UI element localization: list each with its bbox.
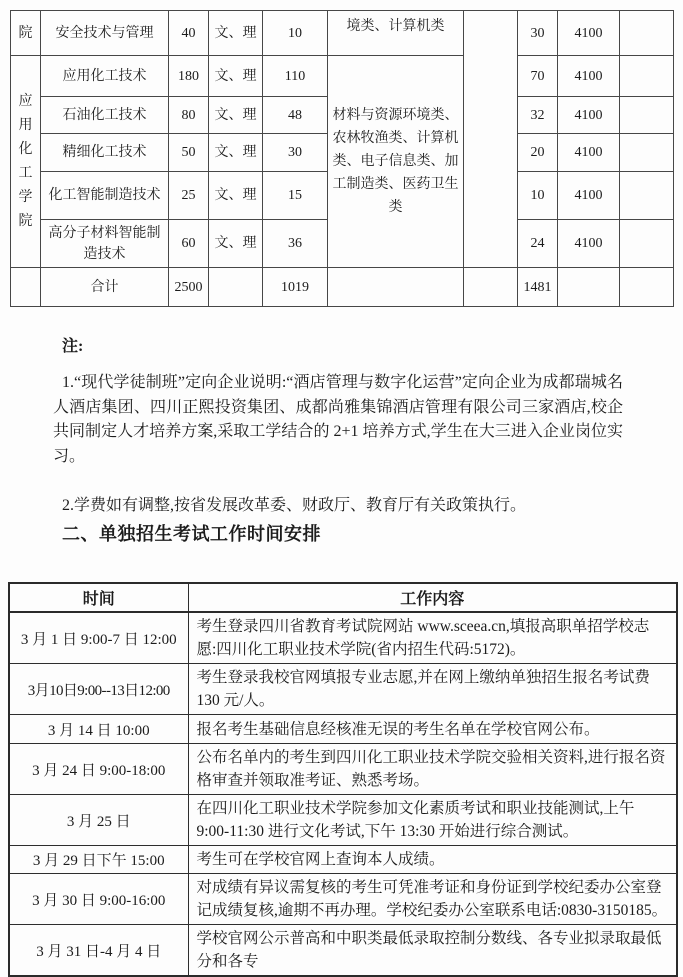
- empty-cell: [620, 172, 674, 220]
- schedule-time: 3 月 1 日 9:00-7 日 12:00: [9, 612, 188, 664]
- empty-cell: [209, 268, 263, 307]
- major-name: 精细化工技术: [41, 134, 169, 172]
- arts-science: 文、理: [209, 220, 263, 268]
- other-plan: 32: [518, 97, 558, 134]
- schedule-content: 考生登录四川省教育考试院网站 www.sceea.cn,填报高职单招学校志愿:四川化工职业技术学院(省内招生代码:5172)。: [188, 612, 677, 664]
- other-plan: 10: [518, 172, 558, 220]
- content-column-header: 工作内容: [188, 583, 677, 612]
- other-plan: 24: [518, 220, 558, 268]
- major-name: 安全技术与管理: [41, 11, 169, 56]
- major-name: 应用化工技术: [41, 56, 169, 97]
- table-row: [9, 925, 677, 977]
- other-plan: 30: [518, 11, 558, 56]
- plan-total: 25: [169, 172, 209, 220]
- college-name-fragment: 院: [11, 11, 41, 56]
- sub-plan: 30: [263, 134, 328, 172]
- table-row: [9, 846, 677, 874]
- schedule-content: 学校官网公示普高和中职类最低录取控制分数线、各专业拟录取最低分和各专: [188, 925, 677, 977]
- arts-science: 文、理: [209, 134, 263, 172]
- tuition: 4100: [558, 172, 620, 220]
- plan-total: 80: [169, 97, 209, 134]
- empty-cell: [620, 268, 674, 307]
- schedule-content: 考生登录我校官网填报专业志愿,并在网上缴纳单独招生报名考试费 130 元/人。: [188, 664, 677, 715]
- table-row: [9, 795, 677, 846]
- empty-merged-column: [464, 11, 518, 268]
- plan-total: 40: [169, 11, 209, 56]
- sub-plan: 110: [263, 56, 328, 97]
- arts-science: 文、理: [209, 97, 263, 134]
- empty-cell: [328, 268, 464, 307]
- plan-total: 180: [169, 56, 209, 97]
- schedule-content: 考生可在学校官网上查询本人成绩。: [188, 846, 677, 874]
- other-plan: 70: [518, 56, 558, 97]
- schedule-time: 3 月 31 日-4 月 4 日: [9, 925, 188, 977]
- section-heading: 二、单独招生考试工作时间安排: [62, 524, 321, 544]
- tuition: 4100: [558, 220, 620, 268]
- empty-cell: [464, 268, 518, 307]
- total-plan: 2500: [169, 268, 209, 307]
- table-row: [11, 11, 674, 56]
- time-column-header: 时间: [9, 583, 188, 612]
- table-row: [9, 874, 677, 925]
- arts-science: 文、理: [209, 56, 263, 97]
- enrollment-plan-table: [10, 10, 674, 307]
- empty-cell: [558, 268, 620, 307]
- total-label: 合计: [41, 268, 169, 307]
- schedule-content: 公布名单内的考生到四川化工职业技术学院交验相关资料,进行报名资格审查并领取准考证、熟悉考场。: [188, 744, 677, 795]
- empty-cell: [11, 268, 41, 307]
- schedule-content: 对成绩有异议需复核的考生可凭准考证和身份证到学校纪委办公室登记成绩复核,逾期不再办理。学校纪委办公室联系电话:0830-3150185。: [188, 874, 677, 925]
- schedule-time: 3 月 14 日 10:00: [9, 715, 188, 744]
- empty-cell: [620, 11, 674, 56]
- empty-cell: [620, 220, 674, 268]
- major-name: 化工智能制造技术: [41, 172, 169, 220]
- table-row: [9, 664, 677, 715]
- sub-plan: 36: [263, 220, 328, 268]
- empty-cell: [620, 97, 674, 134]
- sub-plan: 48: [263, 97, 328, 134]
- arts-science: 文、理: [209, 11, 263, 56]
- table-row: [9, 715, 677, 744]
- table-row: [11, 56, 674, 97]
- schedule-time: 3 月 25 日: [9, 795, 188, 846]
- tuition: 4100: [558, 56, 620, 97]
- table-row: [9, 612, 677, 664]
- tuition: 4100: [558, 97, 620, 134]
- total-sub-plan: 1019: [263, 268, 328, 307]
- major-name: 高分子材料智能制造技术: [41, 220, 169, 268]
- category-cell-continued: 境类、计算机类: [328, 11, 464, 56]
- sub-plan: 15: [263, 172, 328, 220]
- empty-cell: [620, 56, 674, 97]
- total-other-plan: 1481: [518, 268, 558, 307]
- plan-total: 50: [169, 134, 209, 172]
- notes-label: 注:: [62, 338, 84, 355]
- schedule-time: 3 月 24 日 9:00-18:00: [9, 744, 188, 795]
- tuition: 4100: [558, 11, 620, 56]
- schedule-time: 3月10日9:00--13日12:00: [9, 664, 188, 715]
- arts-science: 文、理: [209, 172, 263, 220]
- note-paragraph-2: 2.学费如有调整,按省发展改革委、财政厅、教育厅有关政策执行。: [62, 497, 527, 514]
- header-row: [9, 583, 677, 612]
- category-group-cell: 材料与资源环境类、农林牧渔类、计算机类、电子信息类、加工制造类、医药卫生类: [328, 56, 464, 268]
- tuition: 4100: [558, 134, 620, 172]
- empty-cell: [620, 134, 674, 172]
- sub-plan: 10: [263, 11, 328, 56]
- table-row: [9, 744, 677, 795]
- schedule-content: 报名考生基础信息经核准无误的考生名单在学校官网公布。: [188, 715, 677, 744]
- other-plan: 20: [518, 134, 558, 172]
- exam-schedule-table: [8, 582, 678, 977]
- schedule-time: 3 月 30 日 9:00-16:00: [9, 874, 188, 925]
- schedule-time: 3 月 29 日下午 15:00: [9, 846, 188, 874]
- note-paragraph-1: 1.“现代学徒制班”定向企业说明:“酒店管理与数字化运营”定向企业为成都瑞城名人酒店集团、四川正熙投资集团、成都尚雅集锦酒店管理有限公司三家酒店,校企共同制定人才培养方案,采取工学结合的 2+1 培养方式,学生在大三进入企业岗位实习。: [53, 374, 623, 465]
- college-name-text: 应用化工学院: [18, 93, 33, 229]
- total-row: [11, 268, 674, 307]
- schedule-content: 在四川化工职业技术学院参加文化素质考试和职业技能测试,上午 9:00-11:30 进行文化考试,下午 13:30 开始进行综合测试。: [188, 795, 677, 846]
- plan-total: 60: [169, 220, 209, 268]
- college-name-vertical: [11, 56, 41, 268]
- major-name: 石油化工技术: [41, 97, 169, 134]
